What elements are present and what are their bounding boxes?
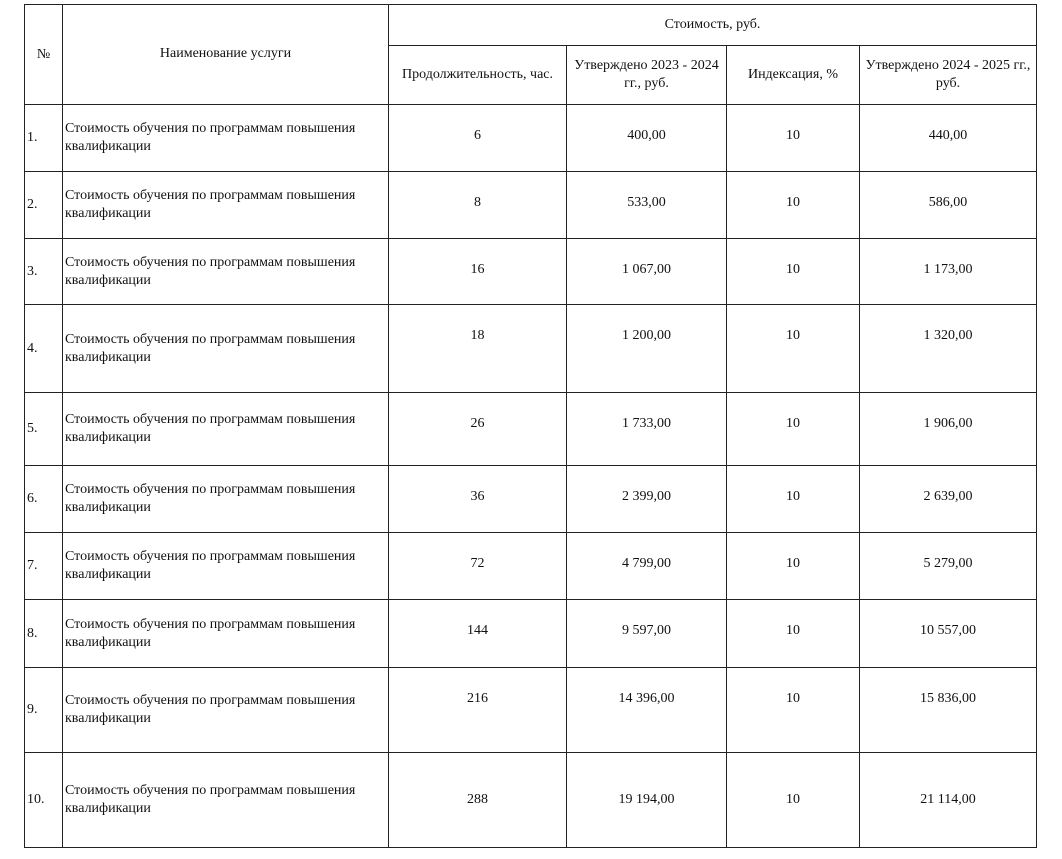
table-row	[25, 668, 1037, 753]
row-number: 3.	[25, 239, 63, 305]
duration-cell: 26	[389, 393, 567, 466]
table-row	[25, 172, 1037, 239]
approved-2024-cell: 5 279,00	[860, 533, 1037, 600]
row-number: 8.	[25, 600, 63, 668]
service-name-cell: Стоимость обучения по программам повышения квалификации	[63, 239, 389, 305]
duration-cell: 288	[389, 753, 567, 848]
table-row	[25, 466, 1037, 533]
indexation-cell: 10	[727, 600, 860, 668]
table-row	[25, 533, 1037, 600]
approved-2023-cell: 9 597,00	[567, 600, 727, 668]
row-number: 2.	[25, 172, 63, 239]
header-approved-2024: Утверждено 2024 - 2025 гг., руб.	[860, 46, 1037, 105]
row-number: 4.	[25, 305, 63, 393]
price-table	[24, 4, 1037, 848]
header-approved-2023: Утверждено 2023 - 2024 гг., руб.	[567, 46, 727, 105]
indexation-cell: 10	[727, 239, 860, 305]
approved-2023-cell: 1 733,00	[567, 393, 727, 466]
table-row	[25, 305, 1037, 393]
approved-2024-cell: 21 114,00	[860, 753, 1037, 848]
duration-cell: 216	[389, 668, 567, 753]
duration-cell: 18	[389, 305, 567, 393]
service-name-cell: Стоимость обучения по программам повышения квалификации	[63, 600, 389, 668]
approved-2023-cell: 14 396,00	[567, 668, 727, 753]
duration-cell: 6	[389, 105, 567, 172]
duration-cell: 16	[389, 239, 567, 305]
table-row	[25, 600, 1037, 668]
row-number: 1.	[25, 105, 63, 172]
approved-2023-cell: 19 194,00	[567, 753, 727, 848]
indexation-cell: 10	[727, 393, 860, 466]
approved-2024-cell: 440,00	[860, 105, 1037, 172]
row-number: 9.	[25, 668, 63, 753]
service-name-cell: Стоимость обучения по программам повышения квалификации	[63, 393, 389, 466]
approved-2024-cell: 1 320,00	[860, 305, 1037, 393]
header-cost-group: Стоимость, руб.	[389, 5, 1037, 46]
header-number: №	[25, 5, 63, 105]
row-number: 5.	[25, 393, 63, 466]
approved-2024-cell: 2 639,00	[860, 466, 1037, 533]
row-number: 7.	[25, 533, 63, 600]
duration-cell: 8	[389, 172, 567, 239]
service-name-cell: Стоимость обучения по программам повышения квалификации	[63, 105, 389, 172]
indexation-cell: 10	[727, 105, 860, 172]
table-row	[25, 105, 1037, 172]
row-number: 6.	[25, 466, 63, 533]
table-body	[25, 105, 1037, 848]
header-service-name: Наименование услуги	[63, 5, 389, 105]
approved-2024-cell: 1 173,00	[860, 239, 1037, 305]
header-row-top	[25, 5, 1037, 46]
indexation-cell: 10	[727, 172, 860, 239]
service-name-cell: Стоимость обучения по программам повышения квалификации	[63, 533, 389, 600]
indexation-cell: 10	[727, 753, 860, 848]
duration-cell: 72	[389, 533, 567, 600]
approved-2024-cell: 1 906,00	[860, 393, 1037, 466]
table-row	[25, 239, 1037, 305]
indexation-cell: 10	[727, 668, 860, 753]
service-name-cell: Стоимость обучения по программам повышения квалификации	[63, 305, 389, 393]
table-row	[25, 753, 1037, 848]
indexation-cell: 10	[727, 533, 860, 600]
service-name-cell: Стоимость обучения по программам повышения квалификации	[63, 668, 389, 753]
service-name-cell: Стоимость обучения по программам повышения квалификации	[63, 753, 389, 848]
approved-2023-cell: 2 399,00	[567, 466, 727, 533]
approved-2023-cell: 533,00	[567, 172, 727, 239]
header-duration: Продолжительность, час.	[389, 46, 567, 105]
duration-cell: 144	[389, 600, 567, 668]
service-name-cell: Стоимость обучения по программам повышения квалификации	[63, 466, 389, 533]
header-indexation: Индексация, %	[727, 46, 860, 105]
table-row	[25, 393, 1037, 466]
approved-2024-cell: 586,00	[860, 172, 1037, 239]
indexation-cell: 10	[727, 305, 860, 393]
approved-2023-cell: 4 799,00	[567, 533, 727, 600]
approved-2023-cell: 1 067,00	[567, 239, 727, 305]
approved-2024-cell: 10 557,00	[860, 600, 1037, 668]
duration-cell: 36	[389, 466, 567, 533]
approved-2023-cell: 400,00	[567, 105, 727, 172]
approved-2024-cell: 15 836,00	[860, 668, 1037, 753]
indexation-cell: 10	[727, 466, 860, 533]
service-name-cell: Стоимость обучения по программам повышения квалификации	[63, 172, 389, 239]
approved-2023-cell: 1 200,00	[567, 305, 727, 393]
row-number: 10.	[25, 753, 63, 848]
